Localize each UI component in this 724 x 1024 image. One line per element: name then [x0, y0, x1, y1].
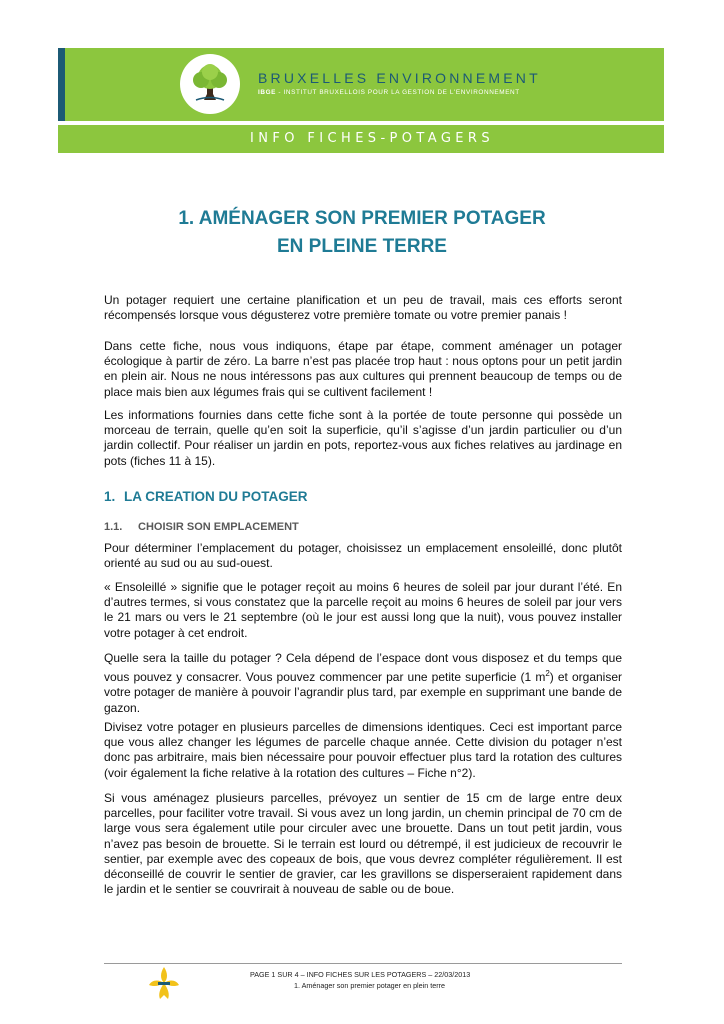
body-paragraph: « Ensoleillé » signifie que le potager reçoit au moins 6 heures de soleil par jour durant l’été. En d’autres termes, si vous constatez que la parcelle reçoit au moins 6 heures de soleil par jour vers le 21 mars ou vers le 21 septembre (où le jour est aussi long que la nuit), vous pouvez installer votre potager à cet endroit.	[104, 580, 622, 640]
intro-paragraph: Un potager requiert une certaine planification et un peu de travail, mais ces efforts seront récompensés lorsque vous dégusterez votre première tomate ou votre premier panais !	[104, 293, 622, 323]
page-title	[104, 205, 620, 261]
body-paragraph: Pour déterminer l’emplacement du potager, choisissez un emplacement ensoleillé, donc plutôt orienté au sud ou au sud-ouest.	[104, 541, 622, 571]
footer-doc-title: 1. Aménager son premier potager en plein terre	[294, 981, 446, 990]
intro-paragraph: Dans cette fiche, nous vous indiquons, étape par étape, comment aménager un potager écologique à partir de zéro. La barre n’est pas placée trop haut : nous optons pour un petit jardin en plein air. Nous ne nous intéressons pas aux cultures qui prennent beaucoup de temps ou de place mais bien aux légumes frais qui se cultivent facilement !	[104, 339, 622, 399]
brand-name: BRUXELLES ENVIRONNEMENT	[258, 70, 541, 86]
brand-subtitle: IBGE - INSTITUT BRUXELLOIS POUR LA GESTION DE L'ENVIRONNEMENT	[258, 89, 520, 96]
tree-icon	[186, 60, 234, 108]
header-banner	[58, 48, 664, 121]
footer-page-info: PAGE 1 SUR 4 – INFO FICHES SUR LES POTAGERS – 22/03/2013	[250, 970, 471, 979]
subsection-heading: 1.1. CHOISIR SON EMPLACEMENT	[104, 521, 299, 533]
section-heading: 1. LA CREATION DU POTAGER	[104, 489, 308, 504]
footer-divider	[104, 963, 622, 964]
page-title-line2: EN PLEINE TERRE	[277, 236, 447, 257]
body-paragraph: Divisez votre potager en plusieurs parcelles de dimensions identiques. Ceci est important parce que vous allez changer les légumes de parcelle chaque année. Cette division du potager n’est donc pas arbitraire, mais bien nécessaire pour pouvoir effectuer plus tard la rotation des cultures (voir également la fiche relative à la rotation des cultures – Fiche n°2).	[104, 720, 622, 780]
series-title: INFO FICHES-POTAGERS	[250, 131, 494, 146]
intro-paragraph: Les informations fournies dans cette fiche sont à la portée de toute personne qui possède un morceau de terrain, quelle qu’en soit la superficie, qu’il s’agisse d’un jardin particulier ou d’un jardin collectif. Pour réaliser un jardin en pots, reportez-vous aux fiches relatives au jardinage en pots (fiches 11 à 15).	[104, 408, 622, 468]
page-title-line1: 1. AMÉNAGER SON PREMIER POTAGER	[178, 208, 546, 229]
tree-logo	[180, 54, 240, 114]
series-band	[58, 125, 664, 153]
iris-logo-icon	[146, 965, 182, 1001]
body-paragraph: Quelle sera la taille du potager ? Cela dépend de l’espace dont vous disposez et du temps que vous pouvez y consacrer. Vous pouvez commencer par une petite superficie (1 $m^2$) et organiser votre potager de manière à pouvoir l’agrandir plus tard, par exemple en supprimant une bande de gazon.	[104, 651, 622, 715]
body-paragraph: Si vous aménagez plusieurs parcelles, prévoyez un sentier de 15 cm de large entre deux parcelles, pour faciliter votre travail. Si vous avez un long jardin, un chemin principal de 70 cm de large vous sera également utile pour circuler avec une brouette. Dans un tout petit jardin, vous n’avez pas besoin de brouette. Si le terrain est lourd ou détrempé, il est judicieux de recouvrir le sentier, par exemple avec des copeaux de bois, que vous devrez compléter régulièrement. Il est déconseillé de couvrir le sentier de gravier, car les gravillons se disperseraient rapidement dans le jardin et le sentier se couvrirait à nouveau de sable ou de boue.	[104, 791, 622, 897]
